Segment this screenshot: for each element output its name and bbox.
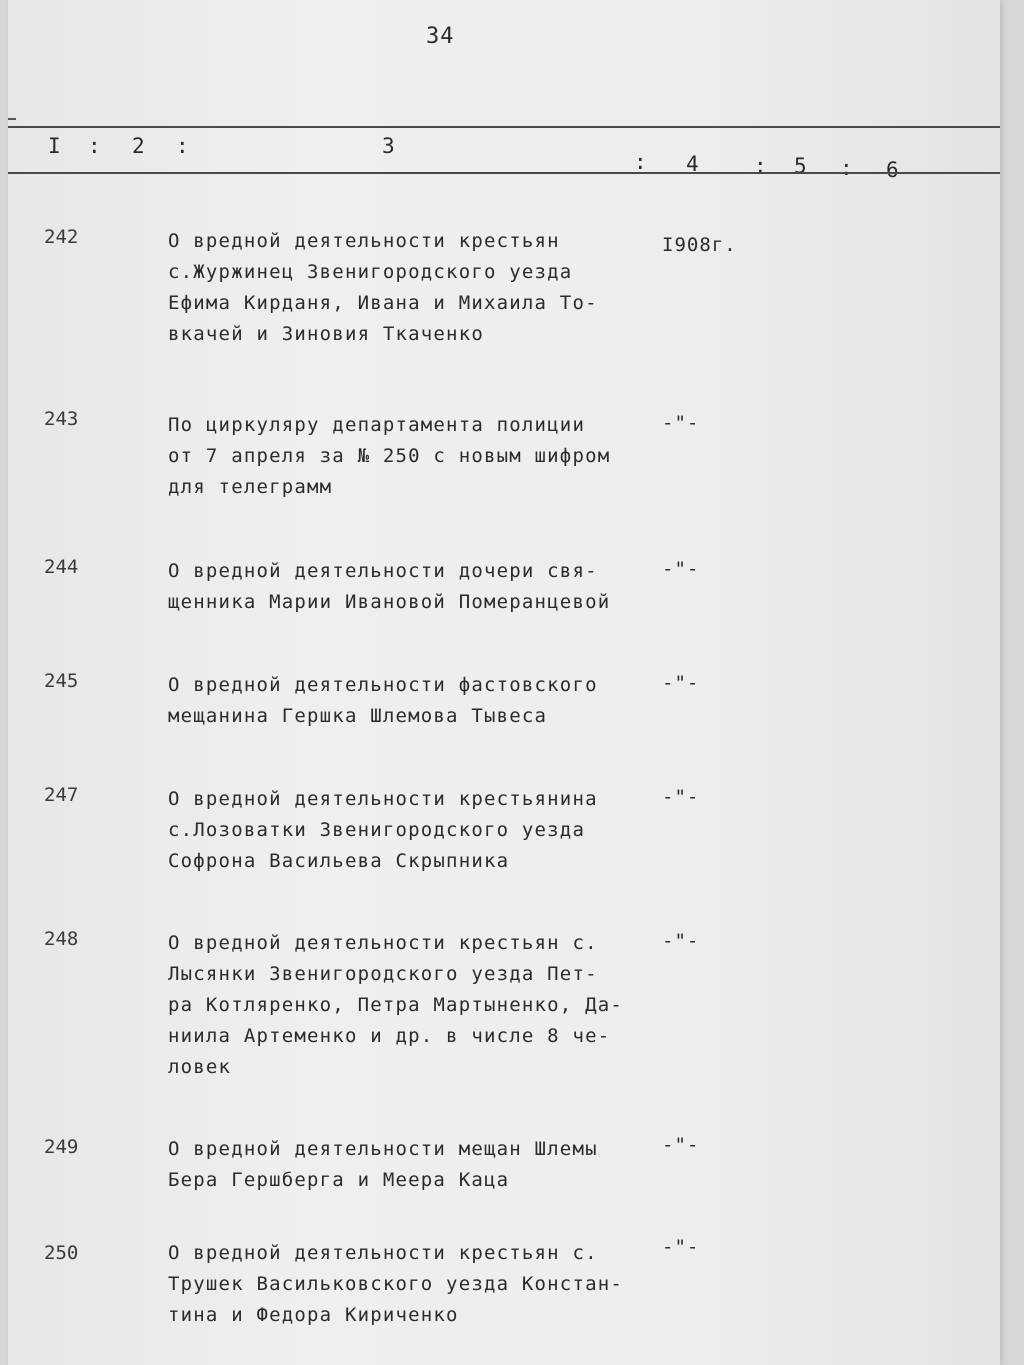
entry-number: 244 — [44, 556, 79, 578]
column-separator: : — [176, 134, 189, 158]
entry-date: -"- — [662, 672, 700, 694]
entry-number: 250 — [44, 1242, 79, 1264]
page-number: 34 — [426, 24, 455, 49]
entry-number: 249 — [44, 1136, 79, 1158]
entry-date: -"- — [662, 786, 700, 808]
entry-date: -"- — [662, 930, 700, 952]
entry-date: -"- — [662, 1134, 700, 1156]
margin-mark — [8, 118, 16, 120]
entry-date: -"- — [662, 558, 700, 580]
column-header-4: 4 — [686, 152, 699, 176]
entry-date: -"- — [662, 412, 700, 434]
entry-title: О вредной деятельности фастовского мещанина Гершка Шлемова Тывеса — [168, 674, 598, 727]
entry-number: 247 — [44, 784, 79, 806]
entry-title: О вредной деятельности крестьян с. Трушек Васильковского уезда Констан- тина и Федора Кириченко — [168, 1242, 624, 1326]
entry-title: По циркуляру департамента полиции от 7 апреля за № 250 с новым шифром для телеграмм — [168, 414, 611, 498]
column-header-2: 2 — [132, 134, 145, 158]
entry-title: О вредной деятельности крестьянина с.Лозоватки Звенигородского уезда Софрона Васильева Скрыпника — [168, 788, 598, 872]
entry-number: 248 — [44, 928, 79, 950]
entry-number: 242 — [44, 226, 79, 248]
header-rule-top — [8, 126, 1000, 128]
column-header-6: 6 — [886, 158, 899, 182]
column-separator: : — [840, 156, 853, 180]
entry-title: О вредной деятельности дочери свя- щенника Марии Ивановой Померанцевой — [168, 560, 611, 613]
document-page — [8, 0, 1000, 1365]
entry-number: 243 — [44, 408, 79, 430]
column-separator: : — [634, 150, 647, 174]
entry-number: 245 — [44, 670, 79, 692]
entry-title: О вредной деятельности крестьян с. Лысянки Звенигородского уезда Пет- ра Котляренко, Петра Мартыненко, Да- ниила Артеменко и др. в числе 8 че- ловек — [168, 932, 624, 1078]
column-separator: : — [754, 154, 767, 178]
column-header-5: 5 — [794, 154, 807, 178]
column-separator: : — [88, 134, 101, 158]
entry-title: О вредной деятельности мещан Шлемы Бера Гершберга и Меера Каца — [168, 1138, 598, 1191]
header-rule-bottom — [8, 172, 1000, 174]
entry-date: -"- — [662, 1236, 700, 1258]
column-header-3: 3 — [382, 134, 395, 158]
entry-date: I908г. — [662, 234, 737, 256]
entry-title: О вредной деятельности крестьян с.Журжинец Звенигородского уезда Ефима Кирданя, Ивана и Михаила То- вкачей и Зиновия Ткаченко — [168, 230, 598, 345]
column-header-1: I — [48, 134, 61, 158]
